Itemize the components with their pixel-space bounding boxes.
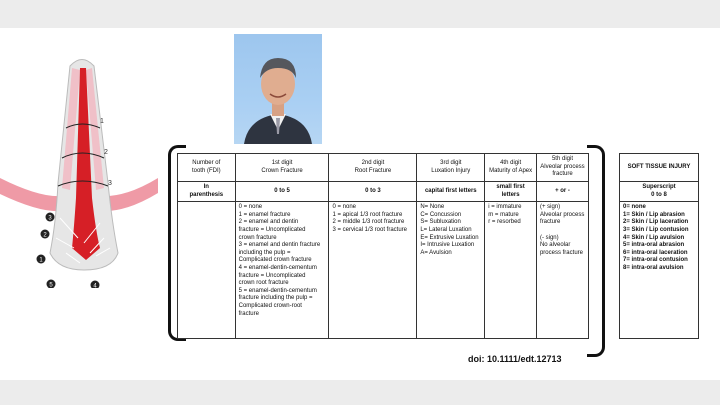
soft-tissue-header: SOFT TISSUE INJURY bbox=[620, 154, 699, 182]
col-alveolar-range: + or - bbox=[536, 182, 588, 202]
portrait-photo bbox=[234, 34, 322, 144]
svg-text:1: 1 bbox=[39, 257, 43, 264]
range-row bbox=[178, 182, 589, 202]
col-root-body: 0 = none 1 = apical 1/3 root fracture 2 = middle 1/3 root fracture 3 = cervical 1/3 root fracture bbox=[329, 202, 417, 339]
soft-body-row bbox=[620, 202, 699, 339]
header-row bbox=[178, 154, 589, 182]
col-crown-header: 1st digit Crown Fracture bbox=[235, 154, 329, 182]
svg-text:2: 2 bbox=[43, 232, 47, 239]
col-apex-header: 4th digit Maturity of Apex bbox=[485, 154, 537, 182]
doi-citation: doi: 10.1111/edt.12713 bbox=[468, 354, 562, 364]
col-tooth-body bbox=[178, 202, 236, 339]
soft-tissue-range: Superscript 0 to 8 bbox=[620, 182, 699, 202]
soft-range-row bbox=[620, 182, 699, 202]
col-luxation-body: N= None C= Concussion S= Subluxation L= Lateral Luxation E= Extrusive Luxation I= Intrusive Luxation A= Avulsion bbox=[417, 202, 485, 339]
zone-marker-4 bbox=[91, 281, 100, 289]
level-label-1: 1 bbox=[100, 118, 104, 125]
classification-table bbox=[177, 153, 589, 339]
body-row bbox=[178, 202, 589, 339]
right-bracket bbox=[587, 145, 605, 357]
zone-marker-3 bbox=[46, 213, 55, 222]
col-tooth-range: In parenthesis bbox=[178, 182, 236, 202]
soft-header-row bbox=[620, 154, 699, 182]
col-crown-range: 0 to 5 bbox=[235, 182, 329, 202]
col-root-range: 0 to 3 bbox=[329, 182, 417, 202]
soft-tissue-table bbox=[619, 153, 699, 339]
level-label-2: 2 bbox=[104, 149, 108, 156]
zone-marker-5 bbox=[47, 280, 56, 289]
col-crown-body: 0 = none 1 = enamel fracture 2 = enamel and dentin fracture = Uncomplicated crown fracture 3 = enamel and dentin fracture including the pulp = Complicated crown fracture 4 = enamel-dentin-cementum fracture = Uncomplicated crown root fracture 5 = enamel-dentin-cementum fracture including the pulp = Complicated crown-root fracture bbox=[235, 202, 329, 339]
col-alveolar-body: (+ sign) Alveolar process fracture (- sign) No alveolar process fracture bbox=[536, 202, 588, 339]
svg-text:4: 4 bbox=[93, 283, 97, 288]
col-luxation-range: capital first letters bbox=[417, 182, 485, 202]
col-root-header: 2nd digit Root Fracture bbox=[329, 154, 417, 182]
svg-text:5: 5 bbox=[49, 282, 53, 288]
tooth-diagram bbox=[0, 48, 160, 288]
zone-marker-2 bbox=[41, 230, 50, 239]
zone-marker-1 bbox=[37, 255, 46, 264]
col-tooth-header: Number of tooth (FDI) bbox=[178, 154, 236, 182]
svg-text:3: 3 bbox=[48, 215, 52, 222]
level-label-3: 3 bbox=[108, 180, 112, 187]
soft-tissue-body: 0= none 1= Skin / Lip abrasion 2= Skin / Lip laceration 3= Skin / Lip contusion 4= Skin / Lip avulsion 5= intra-oral abrasion 6= intra-oral laceration 7= intra-oral contusion 8= intra-oral avulsion bbox=[620, 202, 699, 339]
slide bbox=[0, 28, 720, 380]
col-apex-range: small first letters bbox=[485, 182, 537, 202]
col-luxation-header: 3rd digit Luxation Injury bbox=[417, 154, 485, 182]
col-apex-body: i = immature m = mature r = resorbed bbox=[485, 202, 537, 339]
col-alveolar-header: 5th digit Alveolar process fracture bbox=[536, 154, 588, 182]
